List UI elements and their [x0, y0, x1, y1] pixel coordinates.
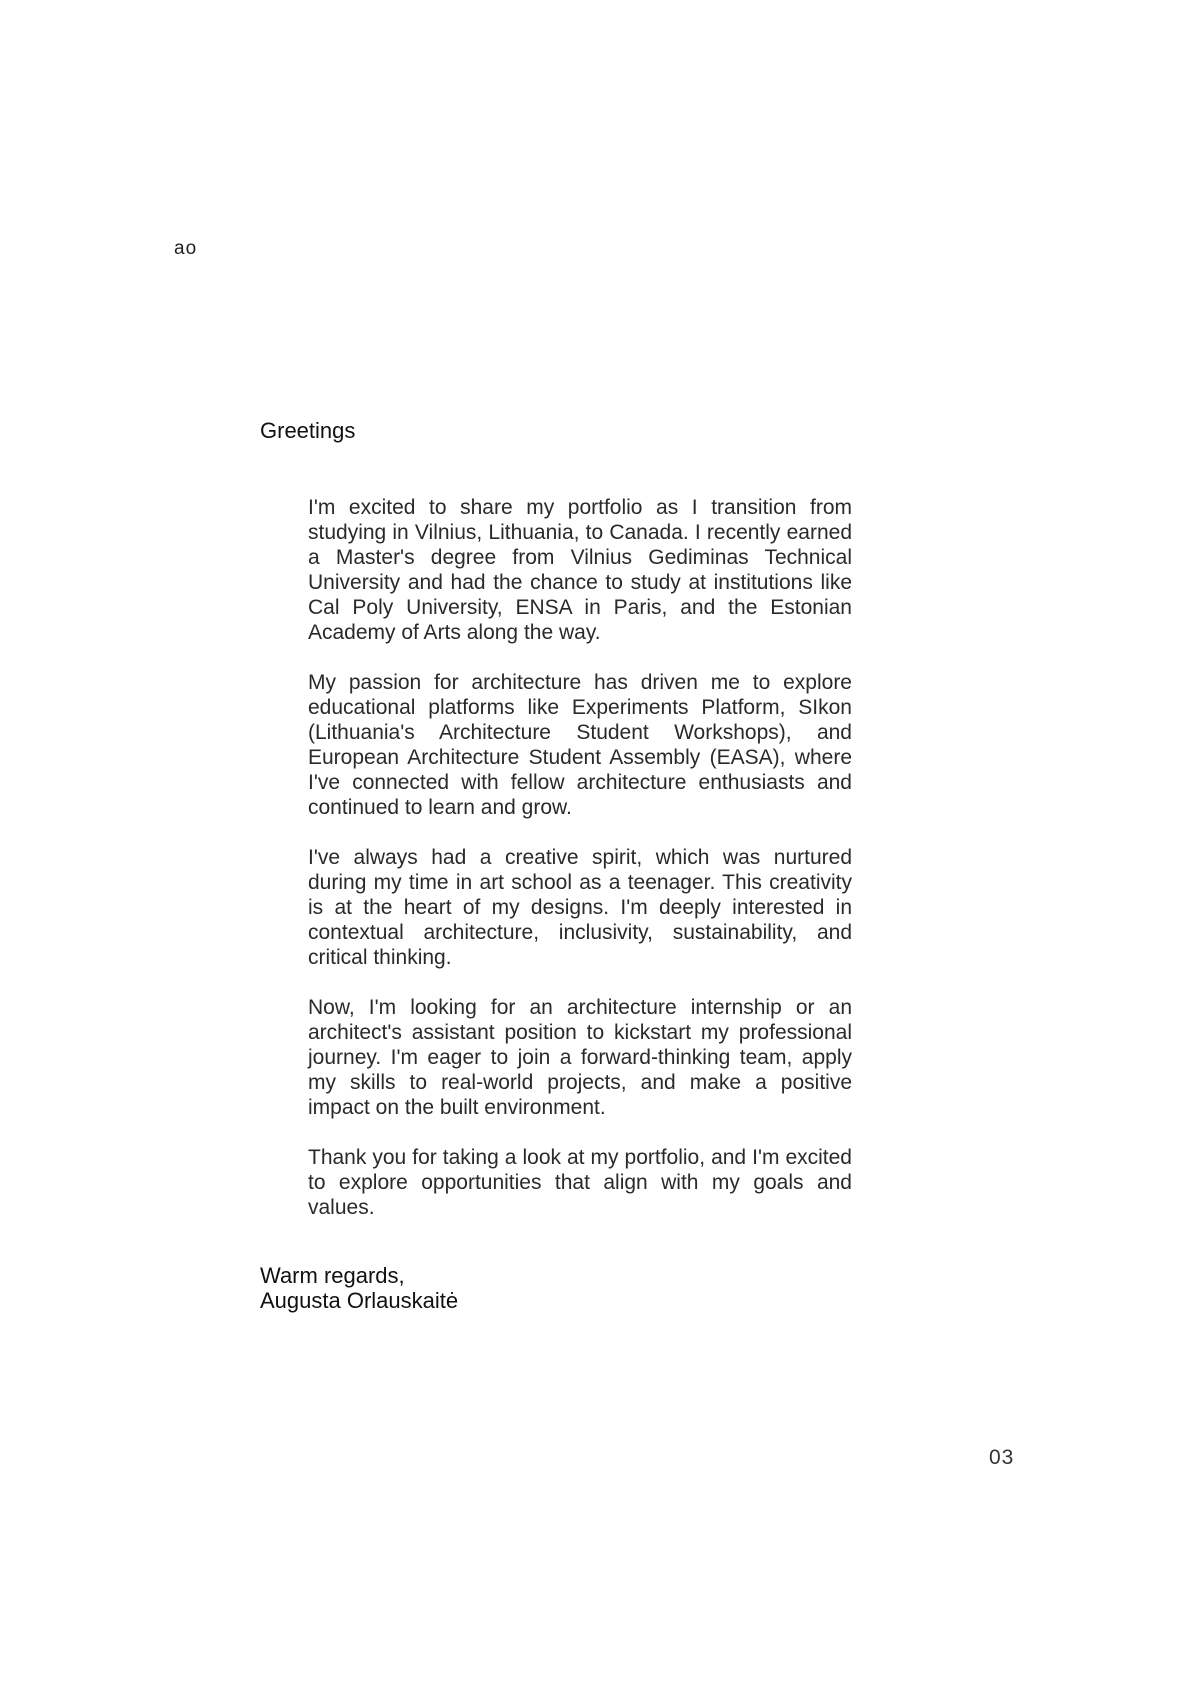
letter-paragraph: I'm excited to share my portfolio as I transition from studying in Vilnius, Lithuania, to Canada. I recently earned a Master's degree from Vilnius Gediminas Technical University and had the chance to study at institutions like Cal Poly University, ENSA in Paris, and the Estonian Academy of Arts along the way.: [308, 496, 852, 644]
page-number: 03: [989, 1446, 1015, 1469]
letter-body: [308, 495, 852, 1245]
closing-line: Warm regards,: [260, 1263, 405, 1288]
letter-signoff: [260, 1263, 458, 1313]
letter-paragraph: My passion for architecture has driven me to explore educational platforms like Experiments Platform, SIkon (Lithuania's Architecture Student Workshops), and European Architecture Student Assembly (EASA), where I've connected with fellow architecture enthusiasts and continued to learn and grow.: [308, 671, 852, 819]
letter-greeting: Greetings: [260, 418, 356, 443]
logo-mark: ao: [174, 238, 198, 259]
signature-name: Augusta Orlauskaitė: [260, 1288, 459, 1313]
letter-paragraph: I've always had a creative spirit, which was nurtured during my time in art school as a teenager. This creativity is at the heart of my designs. I'm deeply interested in contextual architecture, inclusivity, sustainability, and critical thinking.: [308, 846, 852, 969]
letter-paragraph: Now, I'm looking for an architecture internship or an architect's assistant position to kickstart my professional journey. I'm eager to join a forward-thinking team, apply my skills to real-world projects, and make a positive impact on the built environment.: [308, 996, 852, 1119]
letter-paragraph: Thank you for taking a look at my portfolio, and I'm excited to explore opportunities that align with my goals and values.: [308, 1146, 852, 1219]
